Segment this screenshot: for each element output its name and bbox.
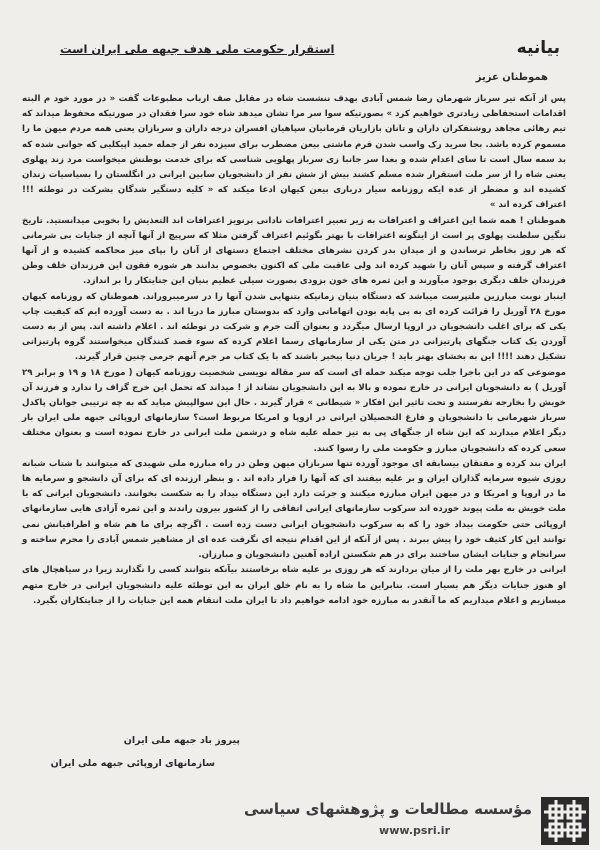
body-paragraph-2: هموطنان ! همه شما این اعتراف و اعترافات به زیر تعبیر اعترافات نادانی برنویز اعترافات اند التعذیش را بخوبی میدانستید. تاریخ ننگین سلطنت پهلوی پر است از اینگونه اعترافات با بهتر بگوئیم اعتراف گرفتن مثلا که سرپیچ از آنها آنچه از جنایات بی شرمانی که هر روز بخاطر ترساندن و از میدان بدر کردن نشرهای مختلف اجتماع دستهای از آنان را بپای میز محاکمه کشیده و از آنها اعتراف گرفته و سپس آنان را شهید کرده اند ولی عاقبت ملی که اکنون بخصوص بدانند هر شوره فقون این فرزندان خلف وطن فرزندان خلف دیگری بوجود میآورند و این ثمره های خون بزودی بصورت سیلی عظیم بنیان این جنایتکار را بر اندازد.: [22, 215, 566, 287]
body-paragraph-4: موضوعی که در این باجرا جلب توجه میکند حمله ای است که سر مقاله نویسی شخصیت روزنامه کیهان ( مورخ ۱۸ و ۱۹ و برابر ۲۹ آوریل ) به دانشجویان ایرانی در خارج نموده و بالا به این دانشجویان نشاند از ! میداند که تحمل این خرج گزاف را ندارد و فرزند آن خویش را بخارجه نفرستند و تحت تاثیر این افکار « شیطانی » قرار گیرند . حال این سوالپیش میاید که به چه ترتیبی جوانان پاکدل سرباز شهرمانی با دانشجویان و فارغ التحصیلان ایرانی در اروپا و امریکا مربوط است؟ سازمانهای اروپائی جبهه ملی ایران بار دیگر اعلام میدارند که این شاه از جنگهای پی به تیز حمله علیه شاه و درشمن ملت ایرانی در خارج نموده است و بعنوان مختلف سعی کرده که دانشجویان مبارز و حکومت ملی را رسوا کنند.: [22, 367, 566, 454]
document-subtitle: استقرار حکومت ملی هدف جبهه ملی ایران است: [60, 42, 335, 56]
body-paragraph-1: پس از آنکه تیر سرباز شهرمان رضا شمس آبادی بهدف ننشست شاه در مقابل صف ارباب مطبوعات گفت « در مورد خود م البته اقدامات استحفاظی زیادتری خواهیم کرد » بصورتیکه سوا سر مرا تشان میدهد شاه خود سرا فقدان در صورتیکه محفوظ میداند که تیم رهائی مجاهد روشنفکران داران و تانان بازاریان قرمانیان سپاهیان افسران درجه داران و سربازان یعنی همه مردم میهن ما را مسموم کرده باشد. بجا سرید رک واسب شدن قرم ماشتی بیعن مضطرب برای سیزده نفر از جمله حمید اپیکلیی که جوانی شده که بد سمه سال است تا سای اعدام شده و بعدا سر جانبا زی سرباز پهلویی شناسی که برای خدمت بوطنش میخواست مرد زند پهلوی یعنی شاه را از سر ملت استقرار شده مسلم کشند بیش از شش نفر از دانشجویان سابین ایرانی در انگلستان را بسیاسیات زندان کشیده اند و مضطر از عده ایکه روزنامه سیار درباری بیعن کیهان ادعا میکند که « کلیه دستگیر شدگان بشرکت در توطئه !!! اعتراف کرده اند »: [22, 94, 566, 211]
body-paragraph-3: اینبار نوبت مبارزین ملتپرست میباشد که دستگاه بنیان زمانیکه بتنهایی شدن آنها را در سرمیبروراند. هموطنان که روزنامه کیهان مورخ ۲۸ آوریل را قرائت کرده ای به بی پایه بودن اتهاماتی وارد که بدوستان مبارز ما دریا اند . به دست آورده ایم که کیفیت چاپ یکی که برای اغلب دانشجویان در اروپا ارسال میگردد و بعنوان آلت جرم و شرکت در توطئه اند . اعلام داشته اند. پس از به دست آوردن یک کتاب جنگهای پارتیزانی در متن یکی از سازمانهای رسما اعلام کرده که سوء قصد کنندگان میخواستند گروه پارتیزانی تشکیل دهند !!!! این به بخشای بهتر باید ! جریان دنیا بیخبر باشند که با یک کتاب مر جرم آنهم جرمی چنین قرار گیرند.: [22, 291, 566, 363]
greeting-line: هموطنان عزیز: [475, 72, 548, 83]
psri-logo-icon: [540, 796, 590, 846]
document-header: [60, 38, 560, 58]
document-title: بیانیه: [516, 38, 560, 58]
signature-line-2: سازمانهای اروپائی جبهه ملی ایران: [50, 758, 215, 769]
body-paragraph-6: ایرانی در خارج بهر ملت را از میان بردارند که هر روزی بر علیه شاه برخاستند بیآنکه بتوانند کسی را نگذارند زیرا در سیاهچال های او هنوز جنایات دیگر هم بسیار است. بنابراین ما شاه را به نام خلق ایران به این توطئه علیه دانشجویان ایرانی در خارج متهم میسازیم و اعلام میداریم که ما آنقدر به مبارزه خود ادامه خواهیم داد تا ایران ملت انتقام همه این جنایات را از جنایتکاران بگیرد.: [22, 565, 566, 606]
signature-line-1: پیروز باد جبهه ملی ایران: [123, 735, 240, 746]
document-body: [22, 92, 566, 609]
institute-name: مؤسسه مطالعات و پژوهشهای سیاسی: [243, 800, 532, 818]
institute-url[interactable]: www.psri.ir: [379, 824, 450, 837]
body-paragraph-5: ایران بند کرده و مفتقان بیسابقه ای موجود آورده تنها سربازان میهن وطن در راه مبارزه ملی شهیدی که میتوانند با شتاب شبانه روزی شیوه سرمایه گذاران ایران و بر علیه بیفتند ای که آنها را فرار داده اند . و بنظر ارزنده ای که برای آن دانشجو و سرمایه ها ما در اروپا و امریکا و در میهن ایران مبارزه میکنند و جرئت دارد این دستگاه بیداد را به شکست بخوانند. دانشجویان ایرانی که با ملت خویش به ملت پیوند خورده اند سرکوب سازمانهای ایرانی اتفاقی را از کشور بیرون راندند و این ثمره آزادی هایی سازمانهای اروپائی حتی حکومت بیداد خود را که به سرکوب دانشجویان ایرانی دست زده است . اگرچه برای ما هم شاه و اطرافیانش نمی توانند این کار کثیف خود را پیش ببرند . پس از آنکه از این اقدام نتیجه ای نگرفت عده ای از مشاهیر شمس آبادی را محرم ساخته و سرانجام و جنایات ایشان ساختند برای در هم شکستن اراده آهنین دانشجویان و مبارزان.: [22, 458, 566, 561]
